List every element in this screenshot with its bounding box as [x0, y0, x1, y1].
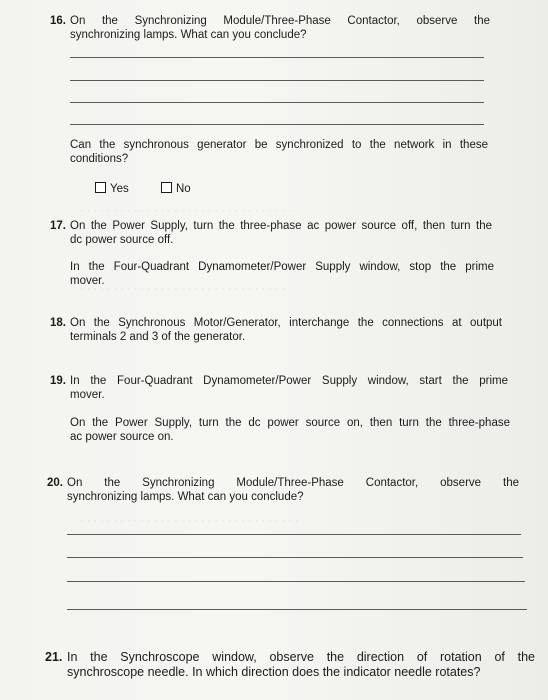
question-21 [45, 650, 535, 680]
question-text: synchronizing lamps. What can you conclude? [70, 29, 307, 41]
yes-checkbox-option[interactable] [95, 182, 129, 195]
question-text: On the Power Supply, turn the dc power source on, then turn the three-phase [70, 417, 510, 429]
question-text: On the Synchronizing Module/Three-Phase Contactor, observe the [70, 15, 490, 27]
bleed-through-text: · · · · · · · · · · · · · · · · · · · · · · · · · · · · · · · · · [80, 515, 299, 527]
question-16-followup [70, 138, 488, 166]
answer-line[interactable] [70, 57, 484, 58]
question-number: 20. [47, 477, 63, 489]
question-19-step [70, 416, 510, 444]
no-label: No [176, 183, 191, 195]
question-text: On the Synchronous Motor/Generator, interchange the connections at output [70, 317, 502, 329]
question-text: mover. [70, 389, 105, 401]
answer-line[interactable] [67, 534, 521, 535]
question-text: ac power source on. [70, 431, 174, 443]
answer-line[interactable] [67, 609, 527, 610]
answer-line[interactable] [70, 80, 484, 81]
checkbox-icon[interactable] [161, 182, 172, 193]
answer-line[interactable] [67, 581, 525, 582]
question-number: 19. [50, 375, 66, 387]
question-17 [50, 219, 492, 247]
question-number: 16. [50, 15, 66, 27]
question-16 [50, 14, 490, 42]
question-text: In the Synchroscope window, observe the direction of rotation of the [67, 650, 535, 664]
question-text: synchronizing lamps. What can you conclude? [67, 491, 304, 503]
bleed-through-text: · · · · · · · · · · · · · · · · · · · · · · · · · · · · · · · · [80, 205, 292, 217]
yes-label: Yes [110, 183, 129, 195]
question-text: On the Synchronizing Module/Three-Phase Contactor, observe the [67, 477, 519, 489]
question-number: 18. [50, 317, 66, 329]
answer-line[interactable] [70, 102, 484, 103]
question-17-step [70, 260, 494, 288]
question-text: synchroscope needle. In which direction does the indicator needle rotates? [67, 665, 481, 679]
question-18 [50, 316, 502, 344]
checkbox-icon[interactable] [95, 182, 106, 193]
question-text: dc power source off. [70, 234, 174, 246]
question-text: In the Four-Quadrant Dynamometer/Power Supply window, start the prime [70, 375, 508, 387]
question-20 [47, 476, 519, 504]
question-number: 21. [45, 650, 63, 664]
question-text: On the Power Supply, turn the three-phase ac power source off, then turn the [70, 220, 492, 232]
question-text: conditions? [70, 153, 129, 165]
question-text: Can the synchronous generator be synchronized to the network in these [70, 139, 488, 151]
answer-line[interactable] [67, 557, 523, 558]
question-number: 17. [50, 220, 66, 232]
answer-line[interactable] [70, 124, 484, 125]
bleed-through-text: · · · · · · · · · · · · · · · · · · · · · · · · · · · · · · · [80, 283, 286, 295]
question-text: mover. [70, 275, 105, 287]
question-19 [50, 374, 508, 402]
question-text: In the Four-Quadrant Dynamometer/Power Supply window, stop the prime [70, 261, 494, 273]
no-checkbox-option[interactable] [161, 182, 191, 195]
question-text: terminals 2 and 3 of the generator. [70, 331, 246, 343]
